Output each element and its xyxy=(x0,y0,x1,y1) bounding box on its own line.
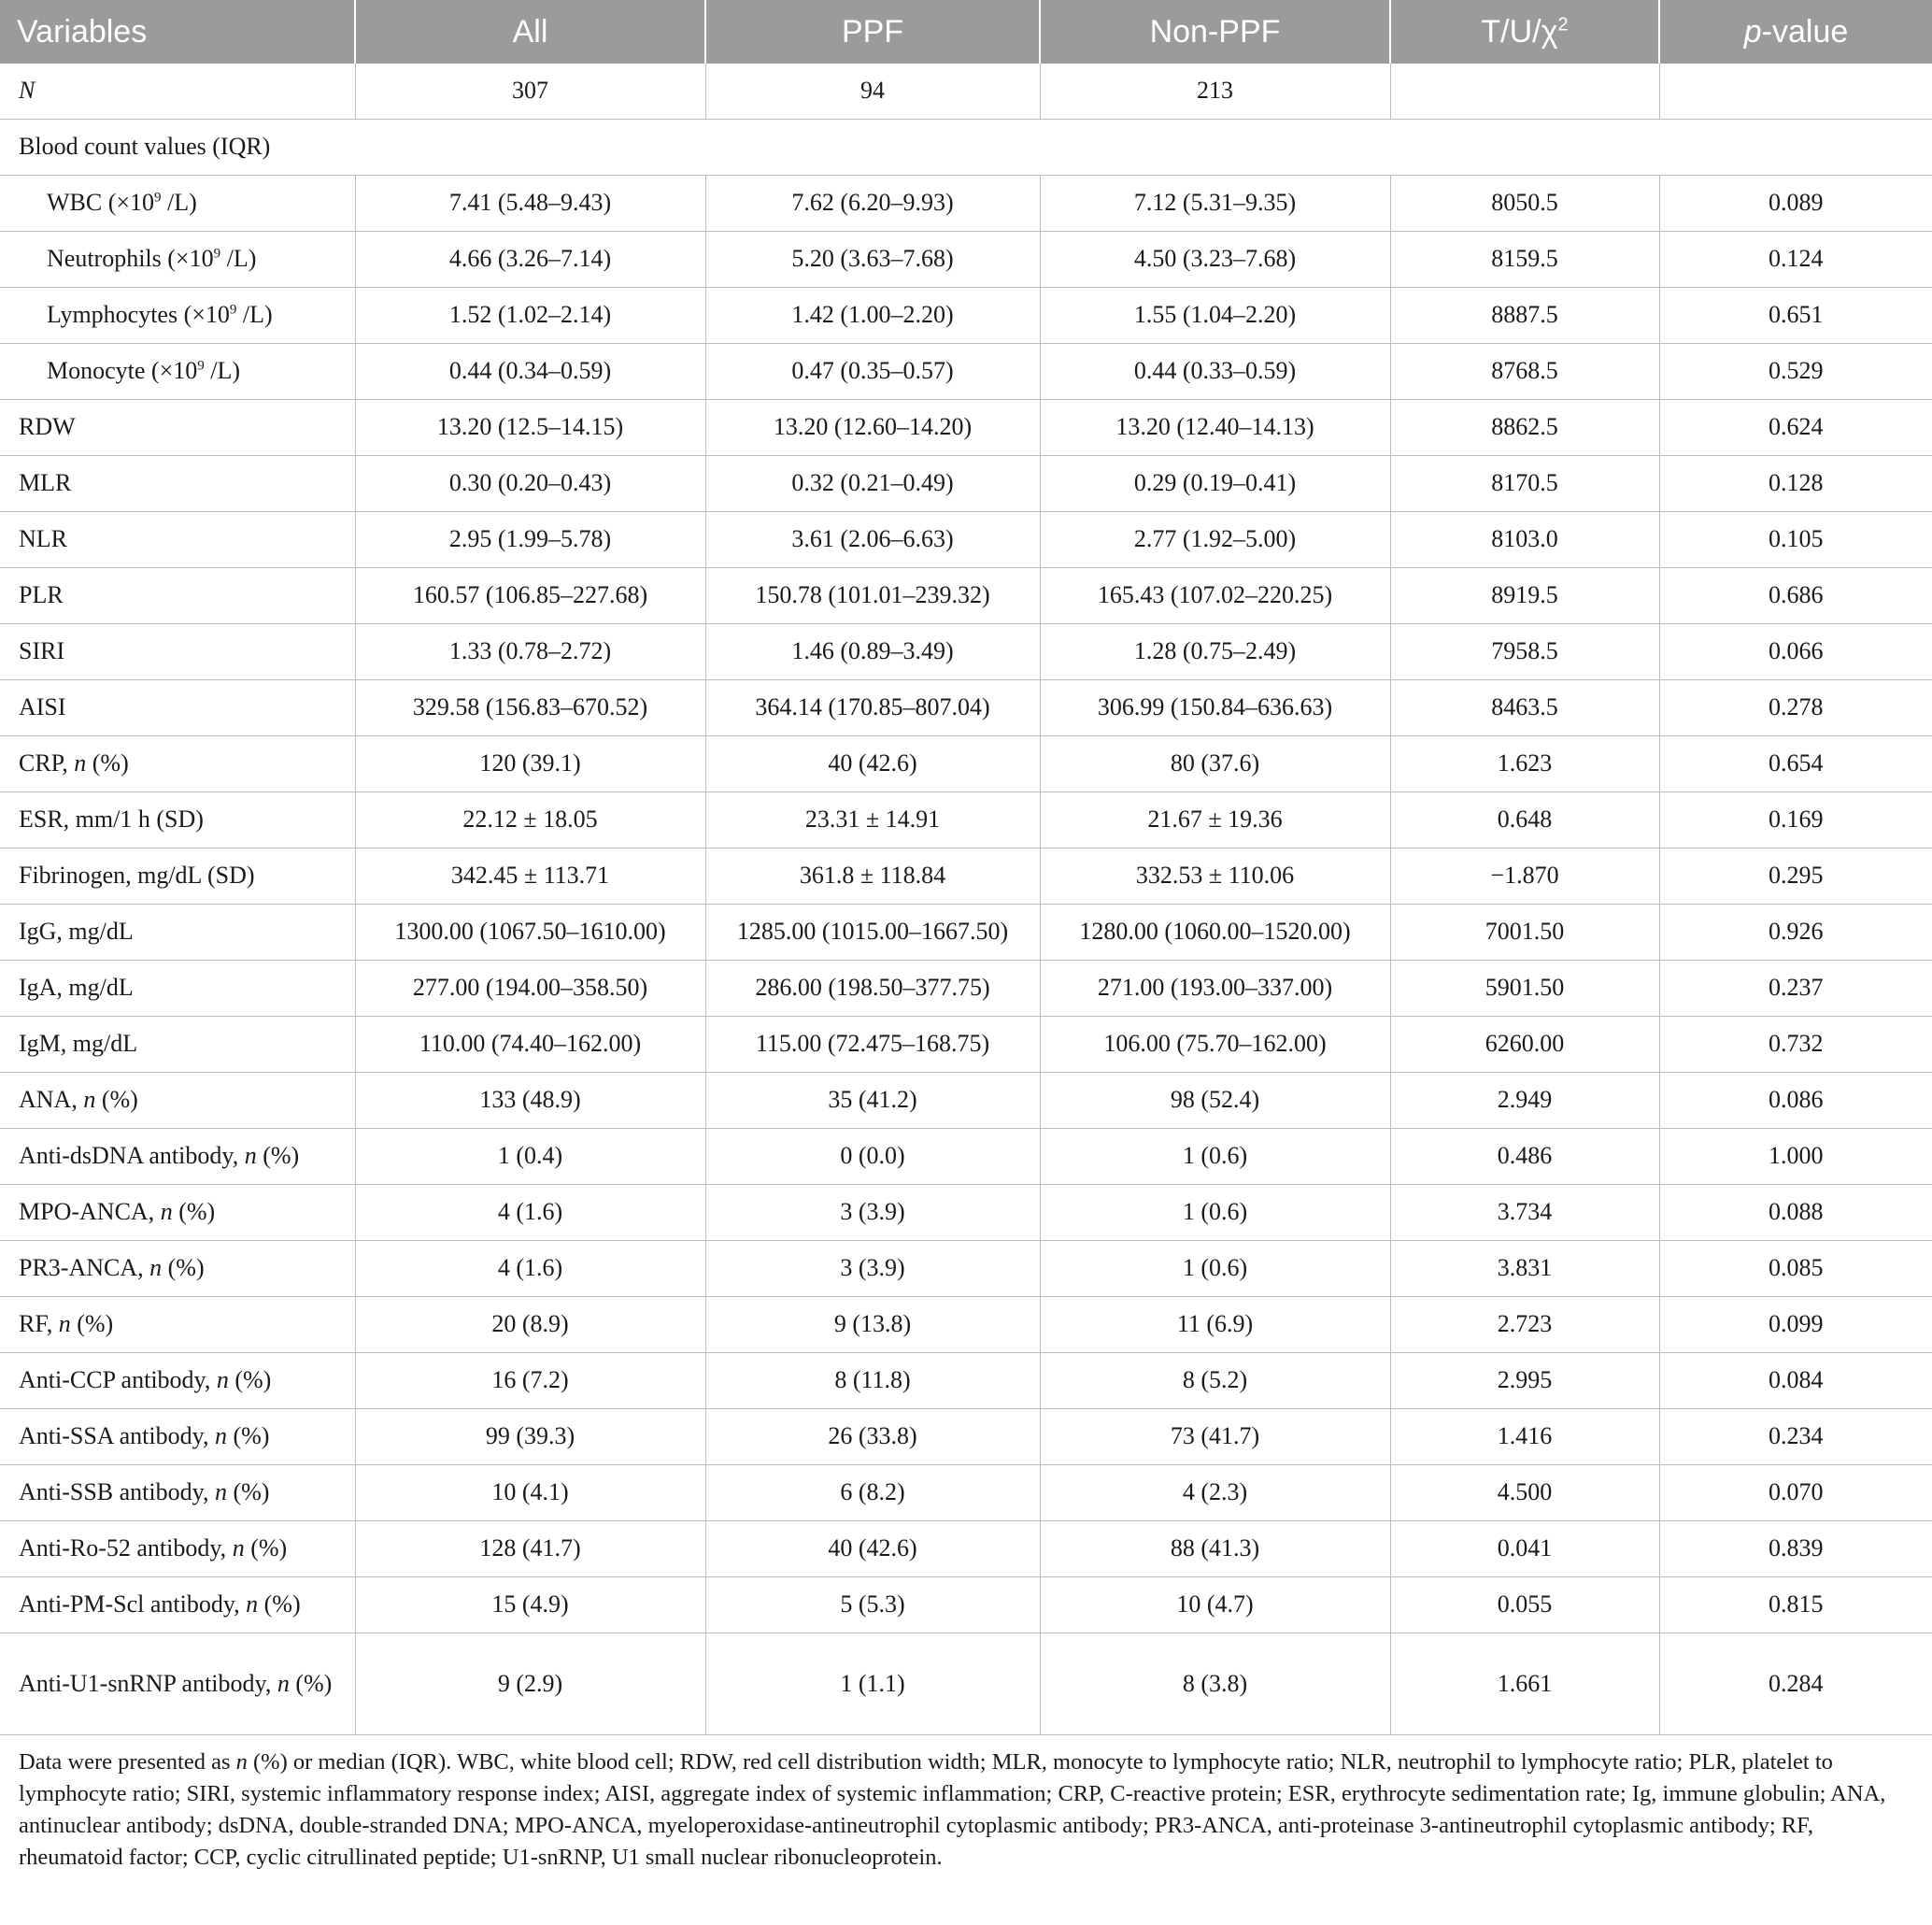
row-label-text: Anti-U1-snRNP antibody, xyxy=(19,1669,277,1697)
table-row xyxy=(0,344,1932,400)
row-label-text: RDW xyxy=(19,413,76,441)
cell-non-ppf: 1 (0.6) xyxy=(1040,1241,1390,1297)
row-label-text: ESR, mm/1 h (SD) xyxy=(19,806,204,834)
row-label xyxy=(0,232,355,288)
cell-non-ppf: 1.28 (0.75–2.49) xyxy=(1040,624,1390,680)
cell-statistic: 1.623 xyxy=(1390,736,1659,792)
header-p-value xyxy=(1659,0,1932,64)
footnote-post: (%) or median (IQR). WBC, white blood cell; RDW, red cell distribution width; MLR, monocyte to lymphocyte ratio; NLR, neutrophil to lymphocyte ratio; PLR, platelet to lymphocyte ratio; SIRI, systemic inflammatory response index; AISI, aggregate index of systemic inflammation; CRP, C-reactive protein; ESR, erythrocyte sedimentation rate; Ig, immune globulin; ANA, antinuclear antibody; dsDNA, double-stranded DNA; MPO-ANCA, myeloperoxidase-antineutrophil cytoplasmic antibody; PR3-ANCA, anti-proteinase 3-antineutrophil cytoplasmic antibody; RF, rheumatoid factor; CCP, cyclic citrullinated peptide; U1-snRNP, U1 small nuclear ribonucleoprotein. xyxy=(19,1749,1886,1870)
cell-all: 277.00 (194.00–358.50) xyxy=(355,961,705,1017)
cell-ppf: 1.46 (0.89–3.49) xyxy=(705,624,1040,680)
cell-non-ppf: 21.67 ± 19.36 xyxy=(1040,792,1390,848)
cell-all: 16 (7.2) xyxy=(355,1353,705,1409)
row-label-italic: n xyxy=(277,1669,290,1697)
cell-statistic: −1.870 xyxy=(1390,848,1659,905)
cell-ppf: 9 (13.8) xyxy=(705,1297,1040,1353)
cell-ppf: 23.31 ± 14.91 xyxy=(705,792,1040,848)
cell-non-ppf: 88 (41.3) xyxy=(1040,1521,1390,1577)
row-label-italic: n xyxy=(216,1366,229,1394)
row-label-text: MLR xyxy=(19,469,72,497)
row-label-unit: /L) xyxy=(161,189,197,217)
cell-ppf: 361.8 ± 118.84 xyxy=(705,848,1040,905)
cell-statistic: 0.648 xyxy=(1390,792,1659,848)
cell-non-ppf: 80 (37.6) xyxy=(1040,736,1390,792)
table-row xyxy=(0,400,1932,456)
row-label-italic: n xyxy=(74,749,87,777)
cell-ppf: 0.32 (0.21–0.49) xyxy=(705,456,1040,512)
cell-ppf: 5.20 (3.63–7.68) xyxy=(705,232,1040,288)
row-label-suffix: (%) xyxy=(95,1086,138,1114)
table-row xyxy=(0,1577,1932,1633)
cell-statistic: 8768.5 xyxy=(1390,344,1659,400)
row-label-text: PLR xyxy=(19,581,64,609)
row-label-text: Fibrinogen, mg/dL (SD) xyxy=(19,862,255,890)
row-label xyxy=(0,1409,355,1465)
table-row xyxy=(0,1241,1932,1297)
table-footnote xyxy=(0,1735,1932,1874)
cell-p-value: 0.066 xyxy=(1659,624,1932,680)
cell-statistic: 8050.5 xyxy=(1390,176,1659,232)
cell-p-value: 0.654 xyxy=(1659,736,1932,792)
cell-p-value: 0.084 xyxy=(1659,1353,1932,1409)
cell-non-ppf: 106.00 (75.70–162.00) xyxy=(1040,1017,1390,1073)
cell-all: 99 (39.3) xyxy=(355,1409,705,1465)
row-label-text: Anti-CCP antibody, xyxy=(19,1366,217,1394)
row-label-text: Anti-dsDNA antibody, xyxy=(19,1142,245,1170)
cell-statistic: 6260.00 xyxy=(1390,1017,1659,1073)
row-label-text: Anti-Ro-52 antibody, xyxy=(19,1534,233,1562)
table-row xyxy=(0,1185,1932,1241)
table-row xyxy=(0,848,1932,905)
section-label: Blood count values (IQR) xyxy=(0,120,1932,176)
row-label xyxy=(0,400,355,456)
table-body xyxy=(0,64,1932,1735)
cell-p-value: 1.000 xyxy=(1659,1129,1932,1185)
row-label-text: Anti-PM-Scl antibody, xyxy=(19,1590,247,1618)
cell-all: 120 (39.1) xyxy=(355,736,705,792)
cell-statistic: 2.949 xyxy=(1390,1073,1659,1129)
cell-non-ppf: 11 (6.9) xyxy=(1040,1297,1390,1353)
cell-p-value: 0.105 xyxy=(1659,512,1932,568)
cell-p-value: 0.237 xyxy=(1659,961,1932,1017)
cell-statistic: 3.831 xyxy=(1390,1241,1659,1297)
row-label-italic: n xyxy=(214,1478,227,1506)
row-label-text: MPO-ANCA, xyxy=(19,1198,161,1226)
row-label xyxy=(0,1241,355,1297)
header-statistic-sup: 2 xyxy=(1557,14,1569,36)
row-label-text: ANA, xyxy=(19,1086,84,1114)
row-label xyxy=(0,288,355,344)
cell-all: 4 (1.6) xyxy=(355,1241,705,1297)
row-label-suffix: (%) xyxy=(258,1590,301,1618)
row-label xyxy=(0,512,355,568)
header-p-italic: p xyxy=(1743,13,1762,50)
row-label-sup: 9 xyxy=(197,358,205,374)
cell-p-value: 0.732 xyxy=(1659,1017,1932,1073)
row-label xyxy=(0,1633,355,1735)
row-label-italic: n xyxy=(58,1310,71,1338)
cell-all: 10 (4.1) xyxy=(355,1465,705,1521)
row-label xyxy=(0,1185,355,1241)
table-row xyxy=(0,568,1932,624)
table-row-n xyxy=(0,64,1932,120)
footnote-italic: n xyxy=(235,1749,248,1775)
cell-all: 128 (41.7) xyxy=(355,1521,705,1577)
row-label-text: IgA, mg/dL xyxy=(19,974,134,1002)
cell-ppf: 115.00 (72.475–168.75) xyxy=(705,1017,1040,1073)
cell-non-ppf: 271.00 (193.00–337.00) xyxy=(1040,961,1390,1017)
cell-non-ppf: 4 (2.3) xyxy=(1040,1465,1390,1521)
cell-non-ppf: 13.20 (12.40–14.13) xyxy=(1040,400,1390,456)
cell-ppf: 364.14 (170.85–807.04) xyxy=(705,680,1040,736)
row-label xyxy=(0,680,355,736)
row-label-suffix: (%) xyxy=(172,1198,216,1226)
row-label-unit: /L) xyxy=(204,357,241,385)
cell-all: 4 (1.6) xyxy=(355,1185,705,1241)
cell-ppf: 7.62 (6.20–9.93) xyxy=(705,176,1040,232)
cell-ppf: 150.78 (101.01–239.32) xyxy=(705,568,1040,624)
row-label xyxy=(0,905,355,961)
table-row xyxy=(0,1521,1932,1577)
cell-ppf: 3 (3.9) xyxy=(705,1241,1040,1297)
row-label-suffix: (%) xyxy=(228,1366,272,1394)
cell-ppf: 0.47 (0.35–0.57) xyxy=(705,344,1040,400)
cell-all: 1.33 (0.78–2.72) xyxy=(355,624,705,680)
row-label-text: IgM, mg/dL xyxy=(19,1030,138,1058)
table-row xyxy=(0,1409,1932,1465)
row-label-text: Lymphocytes (×10 xyxy=(47,301,230,329)
row-label-italic: n xyxy=(149,1254,163,1282)
table-row xyxy=(0,176,1932,232)
row-label xyxy=(0,1129,355,1185)
cell-ppf: 26 (33.8) xyxy=(705,1409,1040,1465)
cell-statistic: 8159.5 xyxy=(1390,232,1659,288)
cell-statistic xyxy=(1390,64,1659,120)
row-label-italic: n xyxy=(244,1142,257,1170)
row-label xyxy=(0,456,355,512)
header-statistic xyxy=(1390,0,1659,64)
cell-p-value: 0.085 xyxy=(1659,1241,1932,1297)
cell-p-value: 0.070 xyxy=(1659,1465,1932,1521)
row-label-italic: n xyxy=(160,1198,173,1226)
cell-all: 307 xyxy=(355,64,705,120)
row-label-text: Anti-SSB antibody, xyxy=(19,1478,215,1506)
cell-non-ppf: 1280.00 (1060.00–1520.00) xyxy=(1040,905,1390,961)
row-label-text: WBC (×10 xyxy=(47,189,155,217)
row-label xyxy=(0,1521,355,1577)
row-label-italic: n xyxy=(214,1422,227,1450)
cell-statistic: 0.041 xyxy=(1390,1521,1659,1577)
row-label xyxy=(0,1017,355,1073)
cell-statistic: 8103.0 xyxy=(1390,512,1659,568)
cell-p-value: 0.926 xyxy=(1659,905,1932,961)
row-label-sup: 9 xyxy=(154,190,162,206)
cell-all: 133 (48.9) xyxy=(355,1073,705,1129)
footnote-pre: Data were presented as xyxy=(19,1749,236,1775)
cell-all: 110.00 (74.40–162.00) xyxy=(355,1017,705,1073)
cell-p-value: 0.839 xyxy=(1659,1521,1932,1577)
row-label-sup: 9 xyxy=(213,246,221,262)
row-label xyxy=(0,848,355,905)
cell-all: 20 (8.9) xyxy=(355,1297,705,1353)
cell-statistic: 7001.50 xyxy=(1390,905,1659,961)
row-label-suffix: (%) xyxy=(244,1534,288,1562)
cell-ppf: 13.20 (12.60–14.20) xyxy=(705,400,1040,456)
row-label-sup: 9 xyxy=(229,302,237,318)
cell-p-value: 0.088 xyxy=(1659,1185,1932,1241)
cell-statistic: 8887.5 xyxy=(1390,288,1659,344)
cell-statistic: 1.416 xyxy=(1390,1409,1659,1465)
cell-all: 9 (2.9) xyxy=(355,1633,705,1735)
cell-ppf: 5 (5.3) xyxy=(705,1577,1040,1633)
row-label xyxy=(0,176,355,232)
cell-non-ppf: 7.12 (5.31–9.35) xyxy=(1040,176,1390,232)
cell-ppf: 40 (42.6) xyxy=(705,736,1040,792)
header-row xyxy=(0,0,1932,64)
table-header xyxy=(0,0,1932,64)
cell-p-value xyxy=(1659,64,1932,120)
row-label-suffix: (%) xyxy=(289,1669,333,1697)
cell-all: 7.41 (5.48–9.43) xyxy=(355,176,705,232)
row-label xyxy=(0,1577,355,1633)
header-all: All xyxy=(355,0,705,64)
header-non-ppf: Non-PPF xyxy=(1040,0,1390,64)
cell-p-value: 0.624 xyxy=(1659,400,1932,456)
cell-non-ppf: 332.53 ± 110.06 xyxy=(1040,848,1390,905)
cell-non-ppf: 165.43 (107.02–220.25) xyxy=(1040,568,1390,624)
cell-all: 22.12 ± 18.05 xyxy=(355,792,705,848)
cell-p-value: 0.278 xyxy=(1659,680,1932,736)
row-label-text: PR3-ANCA, xyxy=(19,1254,150,1282)
table-row xyxy=(0,288,1932,344)
cell-statistic: 2.995 xyxy=(1390,1353,1659,1409)
cell-statistic: 8170.5 xyxy=(1390,456,1659,512)
row-label-text: CRP, xyxy=(19,749,75,777)
cell-ppf: 3 (3.9) xyxy=(705,1185,1040,1241)
cell-p-value: 0.295 xyxy=(1659,848,1932,905)
cell-all: 160.57 (106.85–227.68) xyxy=(355,568,705,624)
row-label xyxy=(0,568,355,624)
cell-all: 329.58 (156.83–670.52) xyxy=(355,680,705,736)
cell-statistic: 8919.5 xyxy=(1390,568,1659,624)
row-label-suffix: (%) xyxy=(86,749,129,777)
cell-non-ppf: 1 (0.6) xyxy=(1040,1185,1390,1241)
table-row xyxy=(0,1073,1932,1129)
table-row xyxy=(0,1017,1932,1073)
cell-p-value: 0.284 xyxy=(1659,1633,1932,1735)
cell-all: 13.20 (12.5–14.15) xyxy=(355,400,705,456)
table-row xyxy=(0,736,1932,792)
cell-p-value: 0.815 xyxy=(1659,1577,1932,1633)
table-row xyxy=(0,1129,1932,1185)
row-label-suffix: (%) xyxy=(226,1478,270,1506)
cell-all: 342.45 ± 113.71 xyxy=(355,848,705,905)
cell-all: 15 (4.9) xyxy=(355,1577,705,1633)
table-row xyxy=(0,792,1932,848)
cell-statistic: 8463.5 xyxy=(1390,680,1659,736)
row-label xyxy=(0,624,355,680)
table-row xyxy=(0,456,1932,512)
cell-statistic: 1.661 xyxy=(1390,1633,1659,1735)
row-label-text: Anti-SSA antibody, xyxy=(19,1422,215,1450)
table-row xyxy=(0,1297,1932,1353)
cell-statistic: 8862.5 xyxy=(1390,400,1659,456)
cell-non-ppf: 1 (0.6) xyxy=(1040,1129,1390,1185)
row-label-text: IgG, mg/dL xyxy=(19,918,134,946)
cell-all: 0.30 (0.20–0.43) xyxy=(355,456,705,512)
header-variables: Variables xyxy=(0,0,355,64)
cell-p-value: 0.686 xyxy=(1659,568,1932,624)
cell-non-ppf: 213 xyxy=(1040,64,1390,120)
cell-ppf: 286.00 (198.50–377.75) xyxy=(705,961,1040,1017)
row-label-unit: /L) xyxy=(236,301,273,329)
cell-ppf: 94 xyxy=(705,64,1040,120)
cell-statistic: 2.723 xyxy=(1390,1297,1659,1353)
row-label xyxy=(0,1297,355,1353)
table-row xyxy=(0,905,1932,961)
cell-p-value: 0.124 xyxy=(1659,232,1932,288)
cell-ppf: 1 (1.1) xyxy=(705,1633,1040,1735)
row-label xyxy=(0,961,355,1017)
cell-statistic: 0.055 xyxy=(1390,1577,1659,1633)
cell-non-ppf: 4.50 (3.23–7.68) xyxy=(1040,232,1390,288)
cell-p-value: 0.086 xyxy=(1659,1073,1932,1129)
cell-non-ppf: 10 (4.7) xyxy=(1040,1577,1390,1633)
cell-non-ppf: 306.99 (150.84–636.63) xyxy=(1040,680,1390,736)
row-label-unit: /L) xyxy=(220,245,257,273)
cell-p-value: 0.529 xyxy=(1659,344,1932,400)
table-row xyxy=(0,624,1932,680)
table-row xyxy=(0,961,1932,1017)
row-label-italic: n xyxy=(246,1590,259,1618)
table-row xyxy=(0,232,1932,288)
row-label-suffix: (%) xyxy=(70,1310,114,1338)
cell-non-ppf: 0.44 (0.33–0.59) xyxy=(1040,344,1390,400)
row-label xyxy=(0,792,355,848)
cell-statistic: 0.486 xyxy=(1390,1129,1659,1185)
cell-p-value: 0.128 xyxy=(1659,456,1932,512)
cell-p-value: 0.651 xyxy=(1659,288,1932,344)
cell-all: 1300.00 (1067.50–1610.00) xyxy=(355,905,705,961)
header-p-rest: -value xyxy=(1761,13,1849,50)
row-label xyxy=(0,1073,355,1129)
row-label-italic: n xyxy=(83,1086,96,1114)
cell-non-ppf: 1.55 (1.04–2.20) xyxy=(1040,288,1390,344)
table-row xyxy=(0,680,1932,736)
cell-ppf: 8 (11.8) xyxy=(705,1353,1040,1409)
cell-ppf: 35 (41.2) xyxy=(705,1073,1040,1129)
cell-non-ppf: 98 (52.4) xyxy=(1040,1073,1390,1129)
cell-statistic: 5901.50 xyxy=(1390,961,1659,1017)
cell-all: 2.95 (1.99–5.78) xyxy=(355,512,705,568)
table-row xyxy=(0,1353,1932,1409)
row-label-suffix: (%) xyxy=(226,1422,270,1450)
cell-non-ppf: 73 (41.7) xyxy=(1040,1409,1390,1465)
cell-ppf: 1285.00 (1015.00–1667.50) xyxy=(705,905,1040,961)
cell-all: 0.44 (0.34–0.59) xyxy=(355,344,705,400)
row-label-suffix: (%) xyxy=(256,1142,300,1170)
cell-p-value: 0.234 xyxy=(1659,1409,1932,1465)
cell-p-value: 0.169 xyxy=(1659,792,1932,848)
cell-p-value: 0.089 xyxy=(1659,176,1932,232)
row-label-text: SIRI xyxy=(19,637,65,665)
cell-ppf: 6 (8.2) xyxy=(705,1465,1040,1521)
cell-statistic: 4.500 xyxy=(1390,1465,1659,1521)
table-row xyxy=(0,1465,1932,1521)
header-ppf: PPF xyxy=(705,0,1040,64)
cell-p-value: 0.099 xyxy=(1659,1297,1932,1353)
row-label xyxy=(0,344,355,400)
row-label-italic: n xyxy=(232,1534,245,1562)
row-label-text: RF, xyxy=(19,1310,59,1338)
cell-ppf: 1.42 (1.00–2.20) xyxy=(705,288,1040,344)
cell-ppf: 0 (0.0) xyxy=(705,1129,1040,1185)
cell-all: 4.66 (3.26–7.14) xyxy=(355,232,705,288)
row-label-text: NLR xyxy=(19,525,67,553)
cell-non-ppf: 8 (5.2) xyxy=(1040,1353,1390,1409)
row-label xyxy=(0,736,355,792)
header-statistic-text: T/U/χ xyxy=(1481,13,1558,50)
cell-non-ppf: 8 (3.8) xyxy=(1040,1633,1390,1735)
cell-statistic: 7958.5 xyxy=(1390,624,1659,680)
table-row xyxy=(0,1633,1932,1735)
cell-all: 1 (0.4) xyxy=(355,1129,705,1185)
row-label: N xyxy=(0,64,355,120)
row-label-text: Neutrophils (×10 xyxy=(47,245,214,273)
section-row-blood-count xyxy=(0,120,1932,176)
cell-ppf: 40 (42.6) xyxy=(705,1521,1040,1577)
row-label-text: Monocyte (×10 xyxy=(47,357,198,385)
cell-all: 1.52 (1.02–2.14) xyxy=(355,288,705,344)
row-label-text: AISI xyxy=(19,693,66,721)
row-label xyxy=(0,1465,355,1521)
row-label-suffix: (%) xyxy=(162,1254,205,1282)
cell-ppf: 3.61 (2.06–6.63) xyxy=(705,512,1040,568)
cell-non-ppf: 2.77 (1.92–5.00) xyxy=(1040,512,1390,568)
table-row xyxy=(0,512,1932,568)
cell-non-ppf: 0.29 (0.19–0.41) xyxy=(1040,456,1390,512)
cell-statistic: 3.734 xyxy=(1390,1185,1659,1241)
row-label xyxy=(0,1353,355,1409)
